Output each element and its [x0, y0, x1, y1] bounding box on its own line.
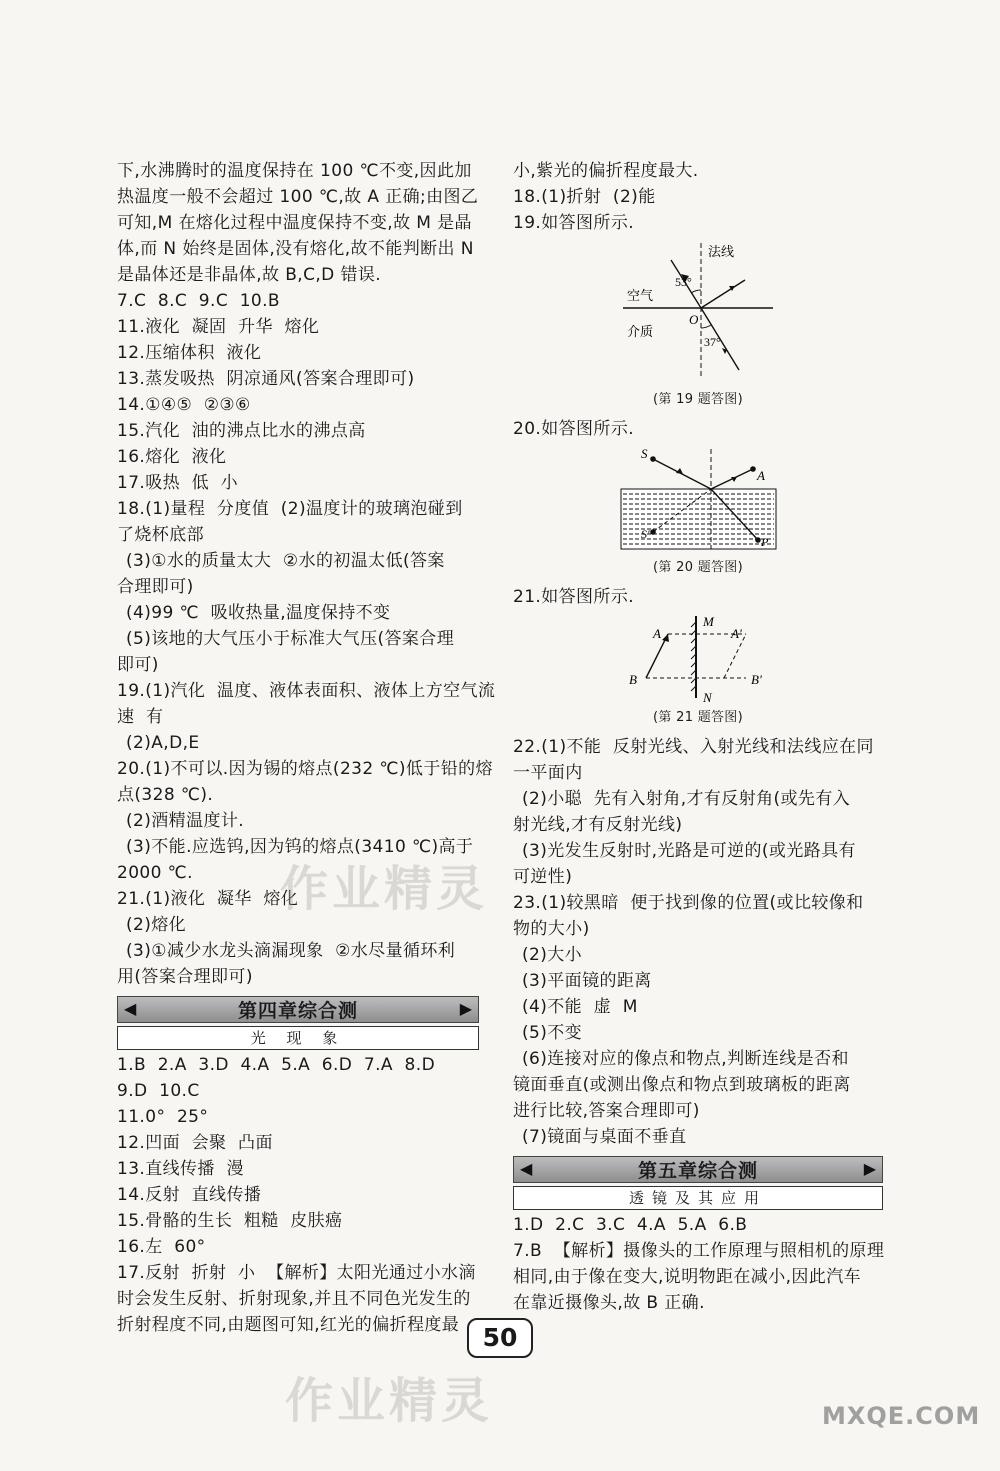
answer-line: 12.压缩体积 液化 — [117, 343, 262, 363]
q21-line: 21.如答图所示. — [513, 587, 635, 607]
page-number: 50 — [467, 1318, 533, 1358]
fig21-label-m: M — [703, 614, 714, 629]
answer-line: 14.反射 直线传播 — [117, 1185, 262, 1205]
right-arrow-icon: ▶ — [863, 1159, 876, 1178]
figure-21 — [513, 612, 883, 728]
answer-line: 16.左 60° — [117, 1237, 206, 1257]
answer-line: 20.(1)不可以.因为锡的熔点(232 ℃)低于铅的熔 — [117, 759, 493, 779]
fig20-label-a: A — [757, 468, 765, 483]
fig20-label-s2: S' — [641, 527, 650, 541]
answer-line: 热温度一般不会超过 100 ℃,故 A 正确;由图乙 — [117, 187, 479, 207]
answer-line: 15.汽化 油的沸点比水的沸点高 — [117, 421, 366, 441]
answer-line: 22.(1)不能 反射光线、入射光线和法线应在同 — [513, 737, 874, 757]
fig21-label-a2: A' — [731, 626, 742, 641]
chapter4-banner — [117, 996, 479, 1050]
watermark-logo: MXQE.COM — [822, 1402, 981, 1430]
fig19-origin-label: O — [689, 312, 699, 327]
plane-mirror-diagram — [513, 612, 883, 704]
q20-line: 20.如答图所示. — [513, 419, 635, 439]
answer-line: 用(答案合理即可) — [117, 967, 253, 987]
answer-line: 在靠近摄像头,故 B 正确. — [513, 1293, 705, 1313]
answer-line: 9.D 10.C — [117, 1081, 200, 1101]
right-arrow-icon: ▶ — [459, 999, 472, 1018]
refraction-diagram — [513, 238, 883, 386]
answer-line: (2)A,D,E — [126, 733, 200, 753]
answer-line: 19.如答图所示. — [513, 213, 635, 233]
answer-line: 物的大小) — [513, 919, 590, 939]
answer-lines-right-bottom — [513, 734, 883, 1150]
answer-line: (6)连接对应的像点和物点,判断连线是否和 — [522, 1049, 849, 1069]
answer-line: 11.液化 凝固 升华 熔化 — [117, 317, 320, 337]
answer-line: (4)99 ℃ 吸收热量,温度保持不变 — [126, 603, 391, 623]
answer-line: 19.(1)汽化 温度、液体表面积、液体上方空气流 — [117, 681, 496, 701]
answer-line: 射光线,才有反射光线) — [513, 815, 683, 835]
fig19-normal-label: 法线 — [708, 244, 735, 259]
answer-line: (2)大小 — [522, 945, 583, 965]
answer-line: 14.①④⑤ ②③⑥ — [117, 395, 251, 415]
chapter5-subtitle: 透镜及其应用 — [513, 1186, 883, 1210]
answer-line: 7.C 8.C 9.C 10.B — [117, 291, 280, 311]
answer-line: (3)平面镜的距离 — [522, 971, 652, 991]
watermark-mid: 作业精灵 — [280, 861, 489, 917]
figure-20-caption: (第 20 题答图) — [653, 560, 743, 575]
answer-line: 12.凹面 会聚 凸面 — [117, 1133, 273, 1153]
answer-line: 18.(1)量程 分度值 (2)温度计的玻璃泡碰到 — [117, 499, 463, 519]
fig19-air-label: 空气 — [627, 288, 654, 303]
answer-line: 可逆性) — [513, 867, 573, 887]
left-column — [117, 158, 496, 1338]
figure-21-caption: (第 21 题答图) — [653, 710, 743, 725]
answer-line: 是晶体还是非晶体,故 B,C,D 错误. — [117, 265, 382, 285]
answer-line: 合理即可) — [117, 577, 194, 597]
answer-line: 时会发生反射、折射现象,并且不同色光发生的 — [117, 1289, 471, 1309]
fig21-label-n: N — [703, 690, 712, 704]
chapter4-subtitle: 光 现 象 — [117, 1026, 479, 1050]
answer-line: 下,水沸腾时的温度保持在 100 ℃不变,因此加 — [117, 161, 472, 181]
answer-line: 一平面内 — [513, 763, 583, 783]
answer-line: 18.(1)折射 (2)能 — [513, 187, 656, 207]
answer-line: 17.吸热 低 小 — [117, 473, 239, 493]
answer-line: 1.B 2.A 3.D 4.A 5.A 6.D 7.A 8.D — [117, 1055, 436, 1075]
answer-line: (2)酒精温度计. — [126, 811, 245, 831]
answer-line: 13.蒸发吸热 阴凉通风(答案合理即可) — [117, 369, 415, 389]
chapter4-answers — [117, 1052, 479, 1338]
reflection-water-diagram — [513, 444, 883, 554]
answer-line: (5)不变 — [522, 1023, 583, 1043]
answer-line: 21.(1)液化 凝华 熔化 — [117, 889, 299, 909]
answer-line: (3)不能.应选钨,因为钨的熔点(3410 ℃)高于 — [126, 837, 474, 857]
fig21-label-a: A — [653, 626, 661, 641]
answer-line: (3)①减少水龙头滴漏现象 ②水尽量循环利 — [126, 941, 456, 961]
left-arrow-icon: ◀ — [520, 1159, 533, 1178]
answer-line: 11.0° 25° — [117, 1107, 209, 1127]
answer-line: 1.D 2.C 3.C 4.A 5.A 6.B — [513, 1215, 748, 1235]
fig21-label-b2: B' — [751, 672, 762, 687]
answer-line: 进行比较,答案合理即可) — [513, 1101, 700, 1121]
answer-line: (2)小聪 先有入射角,才有反射角(或先有入 — [522, 789, 851, 809]
right-column — [513, 158, 883, 1316]
answer-line: 17.反射 折射 小 【解析】太阳光通过小水滴 — [117, 1263, 476, 1283]
answer-line: 13.直线传播 漫 — [117, 1159, 244, 1179]
answer-line: 体,而 N 始终是固体,没有熔化,故不能判断出 N — [117, 239, 474, 259]
fig19-medium-label: 介质 — [627, 324, 654, 339]
answer-line: (3)光发生反射时,光路是可逆的(或光路具有 — [522, 841, 856, 861]
fig19-angle-bottom: 37° — [704, 335, 721, 349]
answer-lines-left — [117, 158, 496, 990]
answer-line: 即可) — [117, 655, 159, 675]
answer-line: (5)该地的大气压小于标准大气压(答案合理 — [126, 629, 455, 649]
answer-line: 7.B 【解析】摄像头的工作原理与照相机的原理 — [513, 1241, 885, 1261]
fig21-label-b: B — [629, 672, 637, 687]
watermark-bottom: 作业精灵 — [285, 1373, 494, 1429]
answer-line: 23.(1)较黑暗 便于找到像的位置(或比较像和 — [513, 893, 864, 913]
answer-line: (2)熔化 — [126, 915, 187, 935]
answer-line: 2000 ℃. — [117, 863, 193, 883]
answer-line: (4)不能 虚 M — [522, 997, 638, 1017]
answer-line: (7)镜面与桌面不垂直 — [522, 1127, 687, 1147]
answer-line: 了烧杯底部 — [117, 525, 204, 545]
chapter4-title: 第四章综合测 — [237, 1000, 358, 1022]
fig20-label-p: P — [761, 535, 769, 549]
answer-lines-right-top — [513, 158, 883, 236]
chapter5-title: 第五章综合测 — [637, 1160, 758, 1182]
figure-19-caption: (第 19 题答图) — [653, 392, 743, 407]
chapter5-banner — [513, 1156, 883, 1210]
figure-19 — [513, 238, 883, 410]
figure-20 — [513, 444, 883, 578]
chapter5-answers — [513, 1212, 883, 1316]
answer-line: 速 有 — [117, 707, 164, 727]
fig20-label-s: S — [641, 446, 648, 461]
fig19-angle-top: 53° — [675, 275, 692, 289]
left-arrow-icon: ◀ — [124, 999, 137, 1018]
answer-line: 点(328 ℃). — [117, 785, 214, 805]
answer-line: 小,紫光的偏折程度最大. — [513, 161, 699, 181]
answer-line: 相同,由于像在变大,说明物距在减小,因此汽车 — [513, 1267, 862, 1287]
answer-line: 16.熔化 液化 — [117, 447, 227, 467]
answer-line: 镜面垂直(或测出像点和物点到玻璃板的距离 — [513, 1075, 851, 1095]
answer-line: (3)①水的质量太大 ②水的初温太低(答案 — [126, 551, 445, 571]
answer-line: 折射程度不同,由题图可知,红光的偏折程度最 — [117, 1315, 460, 1335]
answer-line: 可知,M 在熔化过程中温度保持不变,故 M 是晶 — [117, 213, 472, 233]
answer-line: 15.骨骼的生长 粗糙 皮肤癌 — [117, 1211, 343, 1231]
